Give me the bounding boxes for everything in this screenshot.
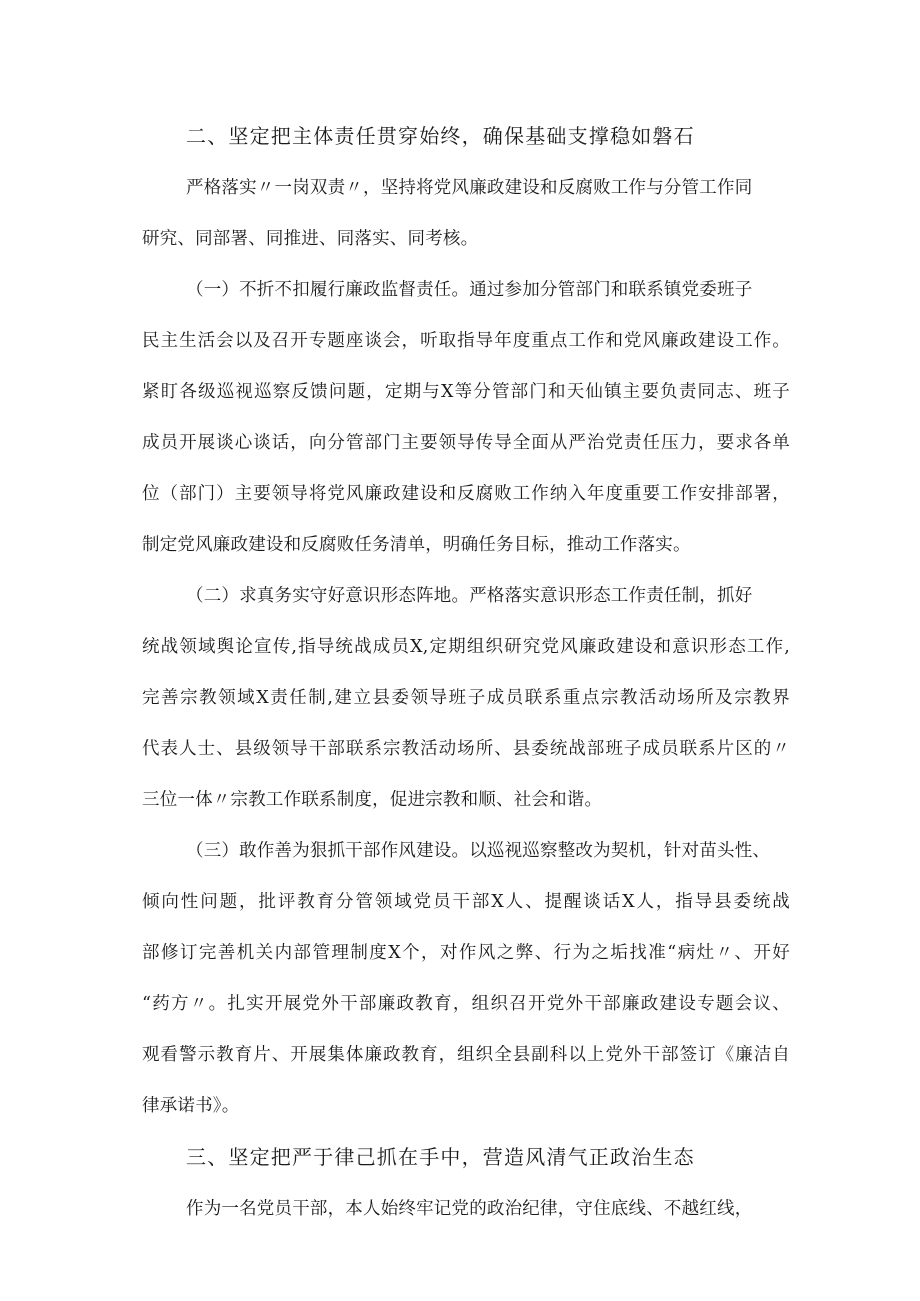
item-2-line-4: 代表人士、县级领导干部联系宗教活动场所、县委统战部班子成员联系片区的〃 xyxy=(142,739,790,759)
item-2-line-2: 统战领域舆论宣传,指导统战成员X,定期组织研究党风廉政建设和意识形态工作, xyxy=(142,637,790,657)
item-1-line-4: 成员开展谈心谈话，向分管部门主要领导传导全面从严治党责任压力，要求各单 xyxy=(142,433,790,453)
section-3-heading: 三、坚定把严于律己抓在手中，营造风清气正政治生态 xyxy=(186,1145,695,1169)
item-1-line-1: （一）不折不扣履行廉政监督责任。通过参加分管部门和联系镇党委班子 xyxy=(186,280,753,300)
item-2-line-1: （二）求真务实守好意识形态阵地。严格落实意识形态工作责任制，抓好 xyxy=(186,586,753,606)
item-1-line-2: 民主生活会以及召开专题座谈会，听取指导年度重点工作和党风廉政建设工作。 xyxy=(142,331,790,351)
item-2-line-3: 完善宗教领域X责任制,建立县委领导班子成员联系重点宗教活动场所及宗教界 xyxy=(142,688,790,708)
section-2-heading: 二、坚定把主体责任贯穿始终，确保基础支撑稳如磐石 xyxy=(186,124,695,148)
item-3-line-1: （三）敢作善为狠抓干部作风建设。以巡视巡察整改为契机，针对苗头性、 xyxy=(186,841,771,861)
item-1-line-3: 紧盯各级巡视巡察反馈问题，定期与X等分管部门和天仙镇主要负责同志、班子 xyxy=(142,382,790,402)
section-3-intro-line-1: 作为一名党员干部，本人始终牢记党的政治纪律，守住底线、不越红线， xyxy=(186,1199,753,1219)
item-3-line-3: 部修订完善机关内部管理制度X个，对作风之弊、行为之垢找准“病灶〃、开好 xyxy=(142,943,790,963)
section-2-intro-line-2: 研究、同部署、同推进、同落实、同考核。 xyxy=(142,229,479,249)
item-3-line-4: “药方〃。扎实开展党外干部廉政教育，组织召开党外干部廉政建设专题会议、 xyxy=(142,994,790,1014)
item-1-line-6: 制定党风廉政建设和反腐败任务清单，明确任务目标，推动工作落实。 xyxy=(142,535,691,555)
item-1-line-5: 位（部门）主要领导将党风廉政建设和反腐败工作纳入年度重要工作安排部署， xyxy=(142,484,790,504)
item-3-line-2: 倾向性问题，批评教育分管领域党员干部X人、提醒谈话X人，指导县委统战 xyxy=(142,892,790,912)
section-2-intro-line-1: 严格落实〃一岗双责〃，坚持将党风廉政建设和反腐败工作与分管工作同 xyxy=(186,178,753,198)
item-2-line-5: 三位一体〃宗教工作联系制度，促进宗教和顺、社会和谐。 xyxy=(142,790,603,810)
item-3-line-5: 观看警示教育片、开展集体廉政教育，组织全县副科以上党外干部签订《廉洁自 xyxy=(142,1045,790,1065)
item-3-line-6: 律承诺书》。 xyxy=(142,1096,240,1116)
